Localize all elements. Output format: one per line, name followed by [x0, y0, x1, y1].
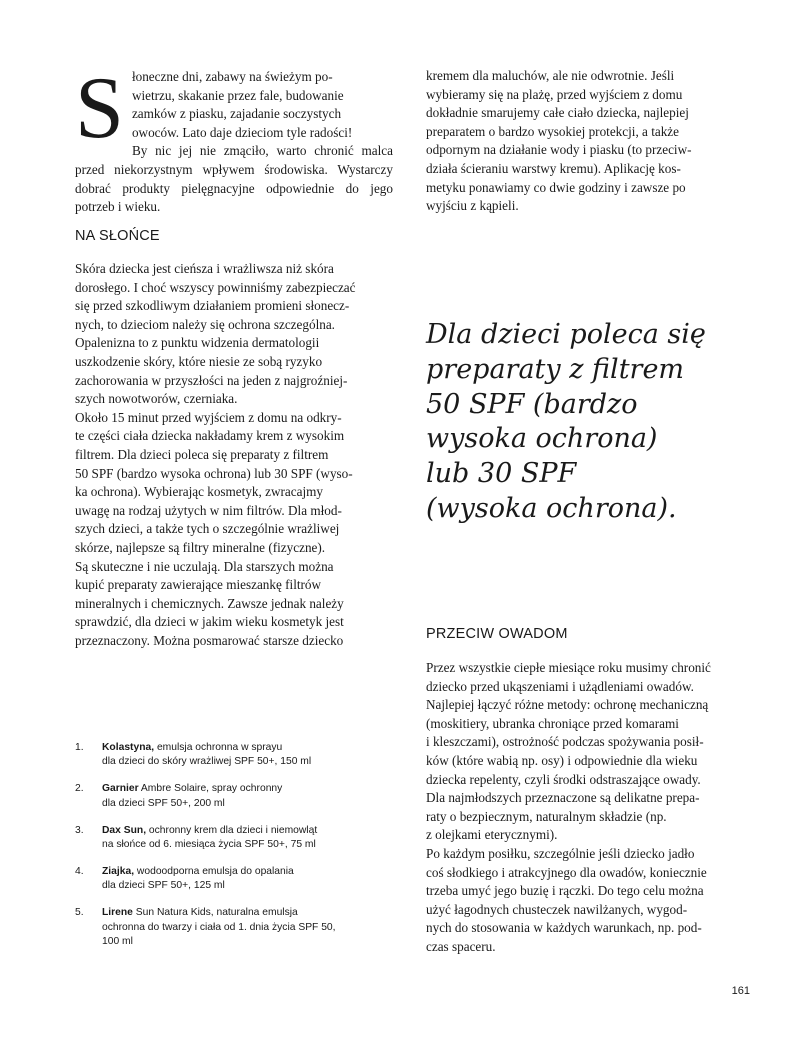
product-number: 1. — [75, 742, 84, 753]
product-brand: Kolastyna, — [102, 742, 155, 753]
product-item — [75, 906, 395, 949]
product-description: wodoodporna emulsja do opalania dla dzieci SPF 50+, 125 ml — [102, 865, 294, 892]
product-list — [75, 741, 395, 962]
product-brand: Garnier — [102, 783, 139, 795]
product-description: ochronny krem dla dzieci i niemowląt na słońce od 6. miesiąca życia SPF 50+, 75 ml — [102, 824, 318, 851]
pull-quote: Dla dzieci poleca się preparaty z filtrem 50 SPF (bardzo wysoka ochrona) lub 30 SPF (wysoka ochrona). — [426, 319, 706, 524]
product-item — [75, 741, 395, 770]
product-brand: Lirene — [102, 907, 133, 919]
product-number: 2. — [75, 783, 84, 795]
product-item — [75, 865, 395, 894]
product-brand: Ziajka, — [102, 865, 135, 877]
product-brand: Dax Sun, — [102, 824, 147, 836]
sun-section-continuation: kremem dla maluchów, ale nie odwrotnie. Jeśli wybieramy się na plażę, przed wyjściem z domu dokładnie smarujemy całe ciało dziecka, najlepiej preparatem o bardzo wysokiej protekcji, a także odpornym na działanie wody i piasku (to przeciw- działa ścieraniu warstwy kremu). Aplikację kos- metyku ponawiamy co dwie godziny i zawsze po wyjściu z kąpieli. — [426, 68, 692, 214]
intro-text: łoneczne dni, zabawy na świeżym po- wietrzu, skakanie przez fale, budowanie zamków z piasku, zajadanie soczystych owoców. Lato daje dzieciom tyle radości! By nic jej nie zmąciło, warto chronić malca przed niekorzystnym wpływem środowiska. Wystarczy dobrać produkty pielęgnacyjne odpowiednie do jego potrzeb i wieku. — [75, 69, 393, 215]
heading-na-slonce: NA SŁOŃCE — [75, 228, 160, 244]
intro-paragraph — [75, 60, 393, 217]
sun-section-text: Skóra dziecka jest cieńsza i wrażliwsza niż skóra dorosłego. I choć wszyscy powinniśmy zabezpieczać się przed szkodliwym działaniem promieni słonecz- nych, to dzieciom należy się ochrona szczególna. Opalenizna to z punktu widzenia dermatologii uszkodzenie skóry, które niesie ze sobą ryzyko zachorowania w przyszłości na jeden z najgroźniej- szych nowotworów, czerniaka. Około 15 minut przed wyjściem z domu na odkry- te części ciała dziecka nakładamy krem z wysokim filtrem. Dla dzieci poleca się preparaty z filtrem 50 SPF (bardzo wysoka ochrona) lub 30 SPF (wyso- ka ochrona). Wybierając kosmetyk, zwracajmy uwagę na rodzaj użytych w nim filtrów. Dla młod- szych dzieci, a także tych o szczególnie wrażliwej skórze, najlepsze są filtry mineralne (fizyczne). Są skuteczne i nie uczulają. Dla starszych można kupić preparaty zawierające mieszankę filtrów mineralnych i chemicznych. Zawsze jednak należy sprawdzić, dla dzieci w jakim wieku kosmetyk jest przeznaczony. Można posmarować starsze dziecko — [75, 261, 356, 648]
product-description: Sun Natura Kids, naturalna emulsja ochronna do twarzy i ciała od 1. dnia życia SPF 50, 100 ml — [102, 907, 336, 948]
product-description: emulsja ochronna w sprayu dla dzieci do skóry wrażliwej SPF 50+, 150 ml — [102, 742, 312, 768]
product-item — [75, 824, 395, 853]
product-item — [75, 782, 395, 811]
product-description: Ambre Solaire, spray ochronny dla dzieci SPF 50+, 200 ml — [102, 783, 283, 809]
product-number: 3. — [75, 824, 84, 836]
drop-cap: S — [75, 60, 124, 157]
insects-section-text: Przez wszystkie ciepłe miesiące roku musimy chronić dziecko przed ukąszeniami i użądleniami owadów. Najlepiej łączyć różne metody: ochronę mechaniczną (moskitiery, ubranka chroniące przed komarami i kleszczami), ostrożność podczas spożywania posił- ków (które wabią np. osy) i odpowiednie dla wieku dziecka repelenty, czyli środki odstraszające owady. Dla najmłodszych przeznaczone są delikatne prepa- raty o bezpiecznym, naturalnym składzie (np. z olejkami eterycznymi). Po każdym posiłku, szczególnie jeśli dziecko jadło coś słodkiego i atrakcyjnego dla owadów, koniecznie trzeba umyć jego buzię i rączki. Do tego celu można użyć łagodnych chusteczek nawilżanych, wygod- nych do stosowania w każdych warunkach, np. pod- czas spaceru. — [426, 660, 711, 954]
page-number: 161 — [731, 985, 750, 997]
heading-przeciw-owadom: PRZECIW OWADOM — [426, 626, 568, 642]
product-number: 5. — [75, 907, 84, 919]
product-number: 4. — [75, 865, 84, 877]
